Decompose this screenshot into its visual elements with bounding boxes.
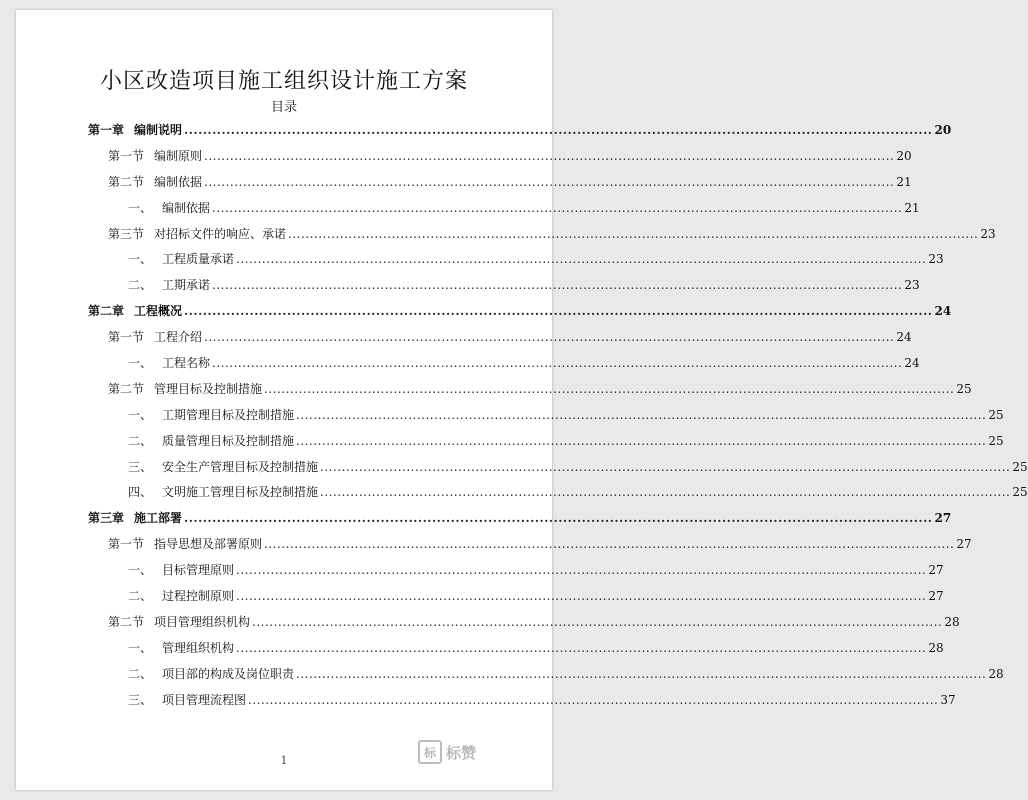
toc-dot-leader: ................................................................................................................................................................ bbox=[184, 304, 933, 319]
toc-entry-label bbox=[88, 299, 182, 325]
watermark-logo-icon: 标 bbox=[418, 740, 442, 764]
toc-entry-title: 工期承诺 bbox=[162, 278, 211, 293]
toc-chapter-entry[interactable] bbox=[88, 299, 952, 325]
toc-entry-title: 项目管理组织机构 bbox=[154, 614, 251, 629]
toc-dot-leader: ................................................................................................................................................................ bbox=[296, 666, 987, 681]
toc-entry-label bbox=[108, 532, 262, 558]
toc-entry-page: 24 bbox=[896, 330, 912, 345]
toc-entry-number: 四、 bbox=[128, 485, 153, 500]
toc-entry-label bbox=[128, 273, 210, 299]
toc-entry-label bbox=[88, 118, 182, 144]
toc-dot-leader: ................................................................................................................................................................ bbox=[252, 614, 943, 629]
watermark bbox=[418, 740, 476, 764]
toc-entry-number: 一、 bbox=[128, 356, 153, 371]
toc-entry-number: 第一节 bbox=[108, 537, 145, 552]
toc-entry[interactable] bbox=[88, 170, 912, 196]
toc-dot-leader: ................................................................................................................................................................ bbox=[296, 407, 987, 422]
toc-entry-page: 27 bbox=[928, 563, 944, 578]
toc-entry[interactable] bbox=[88, 584, 944, 610]
toc-entry[interactable] bbox=[88, 325, 912, 351]
toc-entry-label bbox=[128, 403, 294, 429]
document-title: 小区改造项目施工组织设计施工方案 bbox=[99, 69, 468, 94]
toc-entry-title: 安全生产管理目标及控制措施 bbox=[162, 459, 319, 474]
page-number: 1 bbox=[280, 754, 288, 767]
toc-dot-leader: ................................................................................................................................................................ bbox=[212, 278, 903, 293]
toc-entry-label bbox=[128, 480, 318, 506]
document-page bbox=[16, 10, 1028, 790]
toc-entry-label bbox=[128, 584, 234, 610]
toc-entry-title: 过程控制原则 bbox=[162, 589, 235, 604]
toc-dot-leader: ................................................................................................................................................................ bbox=[264, 537, 955, 552]
toc-entry-number: 三、 bbox=[128, 692, 153, 707]
toc-entry[interactable] bbox=[88, 247, 944, 273]
toc-entry-page: 27 bbox=[956, 537, 972, 552]
toc-entry-number: 三、 bbox=[128, 459, 153, 474]
toc-entry[interactable] bbox=[88, 532, 972, 558]
toc-entry-title: 管理组织机构 bbox=[162, 640, 235, 655]
toc-entry-title: 编制原则 bbox=[154, 148, 203, 163]
toc-entry-label bbox=[128, 429, 294, 455]
toc-dot-leader: ................................................................................................................................................................ bbox=[236, 640, 927, 655]
toc-entry-number: 一、 bbox=[128, 252, 153, 267]
toc-entry-number: 一、 bbox=[128, 563, 153, 578]
toc-entry-number: 第一章 bbox=[88, 123, 125, 137]
toc-entry-page: 23 bbox=[928, 252, 944, 267]
toc-dot-leader: ................................................................................................................................................................ bbox=[212, 200, 903, 215]
toc-entry-label bbox=[128, 455, 318, 481]
toc-entry-label bbox=[108, 610, 250, 636]
toc-entry[interactable] bbox=[88, 688, 956, 714]
toc-dot-leader: ................................................................................................................................................................ bbox=[236, 563, 927, 578]
toc-entry-title: 工程概况 bbox=[134, 304, 183, 319]
toc-entry-number: 一、 bbox=[128, 407, 153, 422]
toc-entry-label bbox=[128, 247, 234, 273]
toc-entry-number: 第二节 bbox=[108, 174, 145, 189]
toc-dot-leader: ................................................................................................................................................................ bbox=[204, 148, 895, 163]
toc-dot-leader: ................................................................................................................................................................ bbox=[184, 123, 933, 137]
toc-entry-title: 工程质量承诺 bbox=[162, 252, 235, 267]
toc-entry-title: 工程名称 bbox=[162, 356, 211, 371]
toc-entry-number: 二、 bbox=[128, 589, 153, 604]
toc-entry-title: 对招标文件的响应、承诺 bbox=[154, 226, 287, 241]
toc-dot-leader: ................................................................................................................................................................ bbox=[320, 459, 1011, 474]
toc-entry-number: 二、 bbox=[128, 666, 153, 681]
toc-entry-page: 21 bbox=[896, 174, 912, 189]
toc-entry-label bbox=[108, 325, 202, 351]
toc-entry-title: 指导思想及部署原则 bbox=[154, 537, 263, 552]
toc-entry-title: 施工部署 bbox=[134, 511, 183, 526]
toc-entry-page: 25 bbox=[956, 381, 972, 396]
toc-entry-title: 工程介绍 bbox=[154, 330, 203, 345]
toc-dot-leader: ................................................................................................................................................................ bbox=[212, 356, 903, 371]
toc-dot-leader: ................................................................................................................................................................ bbox=[236, 252, 927, 267]
toc-entry-number: 第三章 bbox=[88, 511, 125, 526]
toc-entry[interactable] bbox=[88, 403, 1004, 429]
toc-chapter-entry[interactable] bbox=[88, 118, 952, 144]
toc-dot-leader: ................................................................................................................................................................ bbox=[264, 381, 955, 396]
toc-entry[interactable] bbox=[88, 455, 1028, 481]
toc-entry-label bbox=[128, 196, 210, 222]
toc-entry-label bbox=[108, 144, 202, 170]
toc-entry-page: 28 bbox=[944, 614, 960, 629]
toc-entry-page: 25 bbox=[988, 407, 1004, 422]
toc-entry-title: 文明施工管理目标及控制措施 bbox=[162, 485, 319, 500]
toc-dot-leader: ................................................................................................................................................................ bbox=[236, 589, 927, 604]
toc-entry[interactable] bbox=[88, 636, 944, 662]
toc-entry-page: 20 bbox=[934, 123, 952, 137]
toc-entry-label bbox=[128, 351, 210, 377]
toc-entry-page: 25 bbox=[1012, 459, 1028, 474]
toc-entry-page: 23 bbox=[904, 278, 920, 293]
toc-entry-number: 二、 bbox=[128, 278, 153, 293]
toc-entry-label bbox=[108, 222, 286, 248]
toc-entry-title: 编制说明 bbox=[134, 123, 183, 137]
toc-dot-leader: ................................................................................................................................................................ bbox=[204, 330, 895, 345]
toc-entry-page: 20 bbox=[896, 148, 912, 163]
toc-entry-title: 编制依据 bbox=[154, 174, 203, 189]
toc-entry[interactable] bbox=[88, 610, 960, 636]
toc-entry-number: 第一节 bbox=[108, 330, 145, 345]
toc-dot-leader: ................................................................................................................................................................ bbox=[184, 511, 933, 526]
toc-entry[interactable] bbox=[88, 144, 912, 170]
toc-entry-page: 28 bbox=[928, 640, 944, 655]
toc-entry[interactable] bbox=[88, 480, 1028, 506]
toc-entry-title: 管理目标及控制措施 bbox=[154, 381, 263, 396]
toc-entry-page: 24 bbox=[904, 356, 920, 371]
toc-entry-page: 28 bbox=[988, 666, 1004, 681]
toc-entry-number: 一、 bbox=[128, 640, 153, 655]
toc-entry-label bbox=[128, 558, 234, 584]
toc-entry[interactable] bbox=[88, 222, 996, 248]
toc-entry-label bbox=[128, 688, 246, 714]
toc-entry-number: 第三节 bbox=[108, 226, 145, 241]
toc-entry[interactable] bbox=[88, 377, 972, 403]
toc-entry-page: 27 bbox=[928, 589, 944, 604]
toc-entry-page: 23 bbox=[980, 226, 996, 241]
toc-entry-label bbox=[128, 636, 234, 662]
toc-entry-title: 编制依据 bbox=[162, 200, 211, 215]
toc-chapter-entry[interactable] bbox=[88, 506, 952, 532]
toc-dot-leader: ................................................................................................................................................................ bbox=[288, 226, 979, 241]
toc-entry-page: 24 bbox=[934, 304, 952, 319]
toc-entry-label bbox=[108, 377, 262, 403]
toc-entry[interactable] bbox=[88, 351, 920, 377]
toc-entry-number: 第二节 bbox=[108, 381, 145, 396]
toc-entry-number: 二、 bbox=[128, 433, 153, 448]
toc-entry-number: 第二节 bbox=[108, 614, 145, 629]
toc-entry-title: 项目管理流程图 bbox=[162, 692, 247, 707]
toc-entry-label bbox=[128, 662, 294, 688]
toc-entry-number: 第二章 bbox=[88, 304, 125, 319]
toc-entry-label bbox=[108, 170, 202, 196]
toc-entry[interactable] bbox=[88, 273, 920, 299]
toc-dot-leader: ................................................................................................................................................................ bbox=[296, 433, 987, 448]
toc-dot-leader: ................................................................................................................................................................ bbox=[204, 174, 895, 189]
watermark-text: 标赞 bbox=[446, 743, 477, 762]
toc-entry-title: 项目部的构成及岗位职责 bbox=[162, 666, 295, 681]
toc-entry-page: 37 bbox=[940, 692, 956, 707]
toc-entry-label bbox=[88, 506, 182, 532]
toc-entry-number: 一、 bbox=[128, 200, 153, 215]
toc-dot-leader: ................................................................................................................................................................ bbox=[248, 692, 939, 707]
toc-entry[interactable] bbox=[88, 662, 1004, 688]
toc-dot-leader: ................................................................................................................................................................ bbox=[320, 485, 1011, 500]
toc-entry-title: 质量管理目标及控制措施 bbox=[162, 433, 295, 448]
toc-entry-page: 25 bbox=[1012, 485, 1028, 500]
toc-entry-page: 25 bbox=[988, 433, 1004, 448]
toc-entry-page: 27 bbox=[934, 511, 952, 526]
toc-entry-number: 第一节 bbox=[108, 148, 145, 163]
toc-heading: 目录 bbox=[270, 100, 297, 115]
toc-entry-title: 目标管理原则 bbox=[162, 563, 235, 578]
toc-entry-title: 工期管理目标及控制措施 bbox=[162, 407, 295, 422]
toc-entry-page: 21 bbox=[904, 200, 920, 215]
toc-entry[interactable] bbox=[88, 196, 920, 222]
table-of-contents bbox=[88, 118, 1028, 713]
toc-entry[interactable] bbox=[88, 558, 944, 584]
toc-entry[interactable] bbox=[88, 429, 1004, 455]
